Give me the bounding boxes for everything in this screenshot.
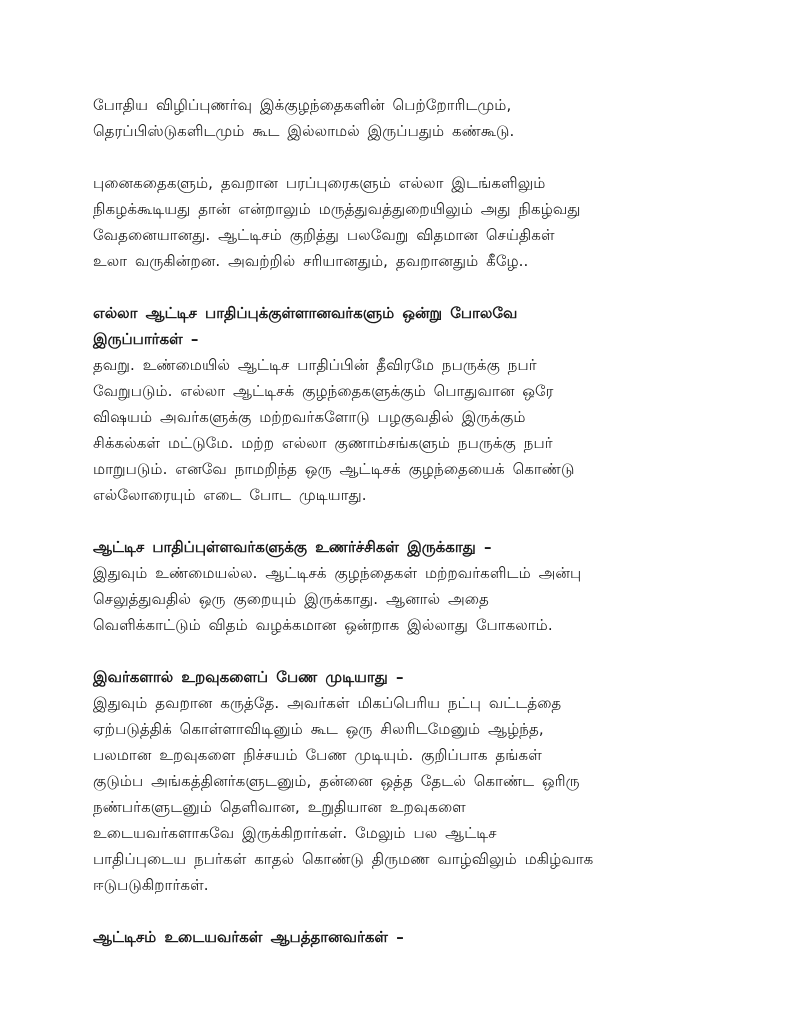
text-line: புனைகதைகளும், தவறான பரப்புரைகளும் எல்லா இடங்களிலும் (93, 174, 546, 192)
text-line: வேறுபடும். எல்லா ஆட்டிசக் குழந்தைகளுக்கும் பொதுவான ஒரே (93, 382, 554, 400)
text-line: பலமான உறவுகளை நிச்சயம் பேண முடியும். குறிப்பாக தங்கள் (93, 746, 542, 764)
text-line: உடையவர்களாகவே இருக்கிறார்கள். மேலும் பல ஆட்டிச (93, 824, 497, 842)
text-line: ஏற்படுத்திக் கொள்ளாவிடினும் கூட ஒரு சிலரிடமேனும் ஆழ்ந்த, (93, 720, 544, 738)
section-heading: இருப்பார்கள் – (93, 330, 199, 348)
section-dangerous (93, 924, 730, 950)
text-line: வேதனையானது. ஆட்டிசம் குறித்து பலவேறு விதமான செய்திகள் (93, 226, 555, 244)
text-line: தெரப்பிஸ்டுகளிடமும் கூட இல்லாமல் இருப்பதும் கண்கூடு. (93, 122, 515, 140)
intro-paragraph-1 (93, 92, 730, 144)
text-line: பாதிப்புடைய நபர்கள் காதல் கொண்டு திருமண வாழ்விலும் மகிழ்வாக (93, 850, 594, 868)
section-heading: ஆட்டிச பாதிப்புள்ளவர்களுக்கு உணர்ச்சிகள் இருக்காது – (93, 538, 492, 556)
text-line: ஈடுபடுகிறார்கள். (93, 876, 209, 894)
section-relationships (93, 664, 730, 898)
text-line: போதிய விழிப்புணர்வு இக்குழந்தைகளின் பெற்றோரிடமும், (93, 96, 512, 114)
text-line: தவறு. உண்மையில் ஆட்டிச பாதிப்பின் தீவிரமே நபருக்கு நபர் (93, 356, 537, 374)
section-heading: இவர்களால் உறவுகளைப் பேண முடியாது – (93, 668, 404, 686)
text-line: இதுவும் தவறான கருத்தே. அவர்கள் மிகப்பெரிய நட்பு வட்டத்தை (93, 694, 562, 712)
section-heading: எல்லா ஆட்டிச பாதிப்புக்குள்ளானவர்களும் ஒன்று போலவே (93, 304, 518, 322)
text-line: வெளிக்காட்டும் விதம் வழக்கமான ஒன்றாக இல்லாது போகலாம். (93, 616, 553, 634)
text-line: இதுவும் உண்மையல்ல. ஆட்டிசக் குழந்தைகள் மற்றவர்களிடம் அன்பு (93, 564, 582, 582)
text-line: குடும்ப அங்கத்தினர்களுடனும், தன்னை ஒத்த தேடல் கொண்ட ஒரிரு (93, 772, 580, 790)
intro-paragraph-2 (93, 170, 730, 274)
text-line: விஷயம் அவர்களுக்கு மற்றவர்களோடு பழகுவதில் இருக்கும் (93, 408, 526, 426)
text-line: உலா வருகின்றன. அவற்றில் சரியானதும், தவறானதும் கீழே.. (93, 252, 529, 270)
section-heading: ஆட்டிசம் உடையவர்கள் ஆபத்தானவர்கள் – (93, 928, 404, 946)
text-line: நண்பர்களுடனும் தெளிவான, உறுதியான உறவுகளை (93, 798, 466, 816)
text-line: நிகழக்கூடியது தான் என்றாலும் மருத்துவத்துறையிலும் அது நிகழ்வது (93, 200, 581, 218)
text-line: சிக்கல்கள் மட்டுமே. மற்ற எல்லா குணாம்சங்களும் நபருக்கு நபர் (93, 434, 553, 452)
section-same-for-all (93, 300, 730, 508)
text-line: செலுத்துவதில் ஒரு குறையும் இருக்காது. ஆனால் அதை (93, 590, 489, 608)
section-no-emotions (93, 534, 730, 638)
text-line: மாறுபடும். எனவே நாமறிந்த ஒரு ஆட்டிசக் குழந்தையைக் கொண்டு (93, 460, 575, 478)
text-line: எல்லோரையும் எடை போட முடியாது. (93, 486, 367, 504)
